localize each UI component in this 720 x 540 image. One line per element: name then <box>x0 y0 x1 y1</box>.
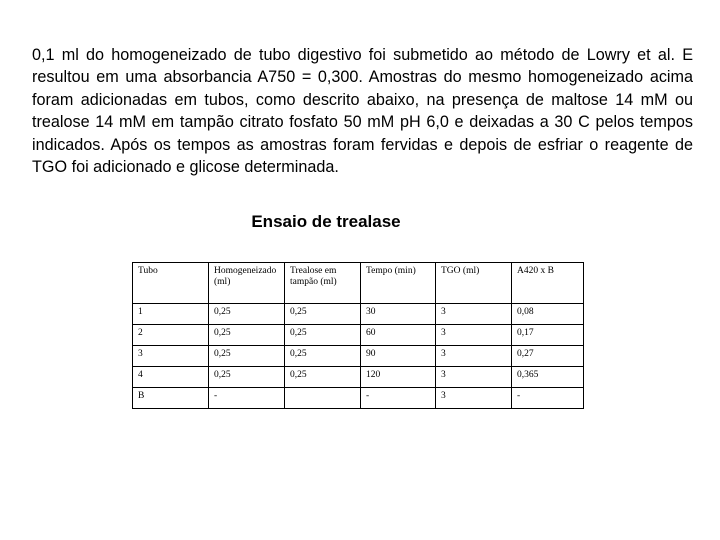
table-cell: 2 <box>133 325 209 346</box>
table-cell: 0,365 <box>512 367 584 388</box>
table-cell: B <box>133 388 209 409</box>
table-cell: 90 <box>361 346 436 367</box>
header-tubo: Tubo <box>133 263 209 304</box>
table-header-row <box>133 263 584 304</box>
header-tempo: Tempo (min) <box>361 263 436 304</box>
table-cell: 0,25 <box>285 325 361 346</box>
table-cell: 120 <box>361 367 436 388</box>
table-cell: 0,25 <box>285 367 361 388</box>
table-cell: 3 <box>436 367 512 388</box>
table-cell: 0,25 <box>209 367 285 388</box>
header-tgo: TGO (ml) <box>436 263 512 304</box>
table-cell: 0,17 <box>512 325 584 346</box>
table-cell: 0,25 <box>209 346 285 367</box>
table-cell: 1 <box>133 304 209 325</box>
header-a420: A420 x B <box>512 263 584 304</box>
table-cell: - <box>512 388 584 409</box>
table-cell: 60 <box>361 325 436 346</box>
table-cell: 0,27 <box>512 346 584 367</box>
table-cell: 0,25 <box>209 325 285 346</box>
table-cell: 0,25 <box>285 304 361 325</box>
table-row <box>133 367 584 388</box>
trealase-table <box>132 262 584 409</box>
table-cell: 3 <box>436 325 512 346</box>
table-row <box>133 388 584 409</box>
table-cell: - <box>361 388 436 409</box>
intro-paragraph: 0,1 ml do homogeneizado de tubo digestivo foi submetido ao método de Lowry et al. E resultou em uma absorbancia A750 = 0,300. Amostras do mesmo homogeneizado acima foram adicionadas em tubos, como descrito abaixo, na presença de maltose 14 mM ou trealose 14 mM em tampão citrato fosfato 50 mM pH 6,0 e deixadas a 30 C pelos tempos indicados. Após os tempos as amostras foram fervidas e depois de esfriar o reagente de TGO foi adicionado e glicose determinada. <box>32 46 693 177</box>
section-heading: Ensaio de trealase <box>251 212 401 231</box>
header-trealose: Trealose em tampão (ml) <box>285 263 361 304</box>
table-row <box>133 304 584 325</box>
table-cell: 3 <box>133 346 209 367</box>
table-cell: 30 <box>361 304 436 325</box>
table-cell: 3 <box>436 346 512 367</box>
table-cell: 3 <box>436 388 512 409</box>
table-cell: 3 <box>436 304 512 325</box>
table-cell: 0,25 <box>209 304 285 325</box>
table-cell <box>285 388 361 409</box>
table-row <box>133 346 584 367</box>
table-cell: 0,08 <box>512 304 584 325</box>
table-cell: 4 <box>133 367 209 388</box>
table-cell: - <box>209 388 285 409</box>
header-homogeneizado: Homogeneizado (ml) <box>209 263 285 304</box>
table-cell: 0,25 <box>285 346 361 367</box>
table-row <box>133 325 584 346</box>
